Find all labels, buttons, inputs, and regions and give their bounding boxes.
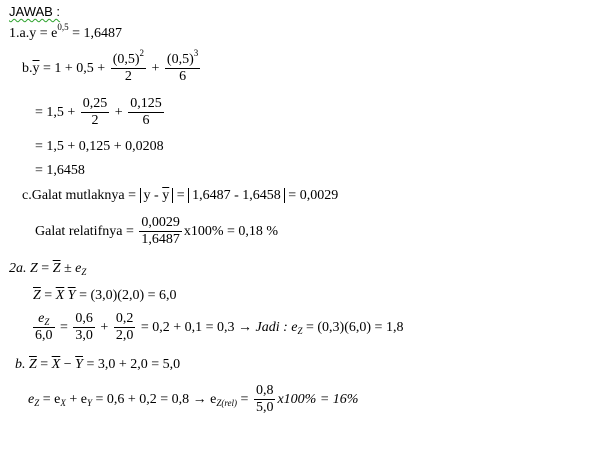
q2a-step-3: $\frac{e_Z}{6,0}$ = $\frac{0,6}{3,0}$ + $\frac{0,2}{2,0}$ = 0,2 + 0,1 = 0,3 → Jadi : $e_Z = (0,3)(6,0) = 1,8$ [35, 311, 404, 344]
q2a-fraction-2: $\frac{0,6}{3,0}$ [75, 311, 93, 344]
answer-header [9, 5, 60, 18]
q2b-step-2: $e_Z = e_X + e_Y = 0,6 + 0,2 = 0,8 \to e_{Z(rel)}$ = $\frac{0,8}{5,0}$ x100% = 16% [28, 383, 359, 416]
header-text: JAWAB : [9, 4, 61, 19]
q1b-fraction-1: $\frac{(0,5)^2}{2}$ [112, 48, 145, 85]
abs-diff-2: 1,6487 - 1,6458 [188, 188, 285, 203]
q2a-fraction-ez: $\frac{e_Z}{6,0}$ [35, 311, 53, 344]
q2a-line: 2a. $Z = \overline{Z} \pm e_Z$ [9, 261, 87, 277]
q1a-line: $1.a.y = e^{0,5} = 1,6487$ [9, 22, 122, 41]
q1b-line: $b.\overline{y} = 1 + 0,5$ + $\frac{(0,5)^2}{2}$ + $\frac{(0,5)^3}{6}$ [22, 48, 199, 85]
abs-diff-1: y - $\overline{y}$ [140, 188, 174, 203]
q1c-line: c.Galat mutlaknya = $y - \overline{y} = 1,6487 - 1,6458 = 0,0029$ [22, 188, 339, 203]
relative-fraction: $\frac{0,0029}{1,6487}$ [141, 215, 180, 248]
q1b-step-3: = 1,5 + 0,125 + 0,0208 [35, 139, 164, 154]
q1b-step2-fraction-1: $\frac{0,25}{2}$ [82, 96, 108, 129]
q2a-step-2: $\overline{Z} = \overline{X}$ $\overline{Y} = (3,0)(2,0) = 6,0$ [33, 288, 177, 303]
q1c-relative-line: Galat relatifnya = $\frac{0,0029}{1,6487}$ x100% = 0,18 % [35, 215, 279, 248]
q2b-line: b. $\overline{Z} = \overline{X} - \overline{Y} = 3,0 + 2,0 = 5,0$ [15, 357, 181, 372]
q2b-fraction: $\frac{0,8}{5,0}$ [255, 383, 274, 416]
q2a-fraction-3: $\frac{0,2}{2,0}$ [115, 311, 134, 344]
q1b-fraction-2: $\frac{(0,5)^3}{6}$ [166, 48, 199, 85]
q1b-step2-fraction-2: $\frac{0,125}{6}$ [130, 96, 162, 129]
q1b-step-4: = 1,6458 [35, 163, 85, 178]
q1b-step-2: = 1,5 + $\frac{0,25}{2}$ + $\frac{0,125}{6}$ [35, 96, 162, 129]
